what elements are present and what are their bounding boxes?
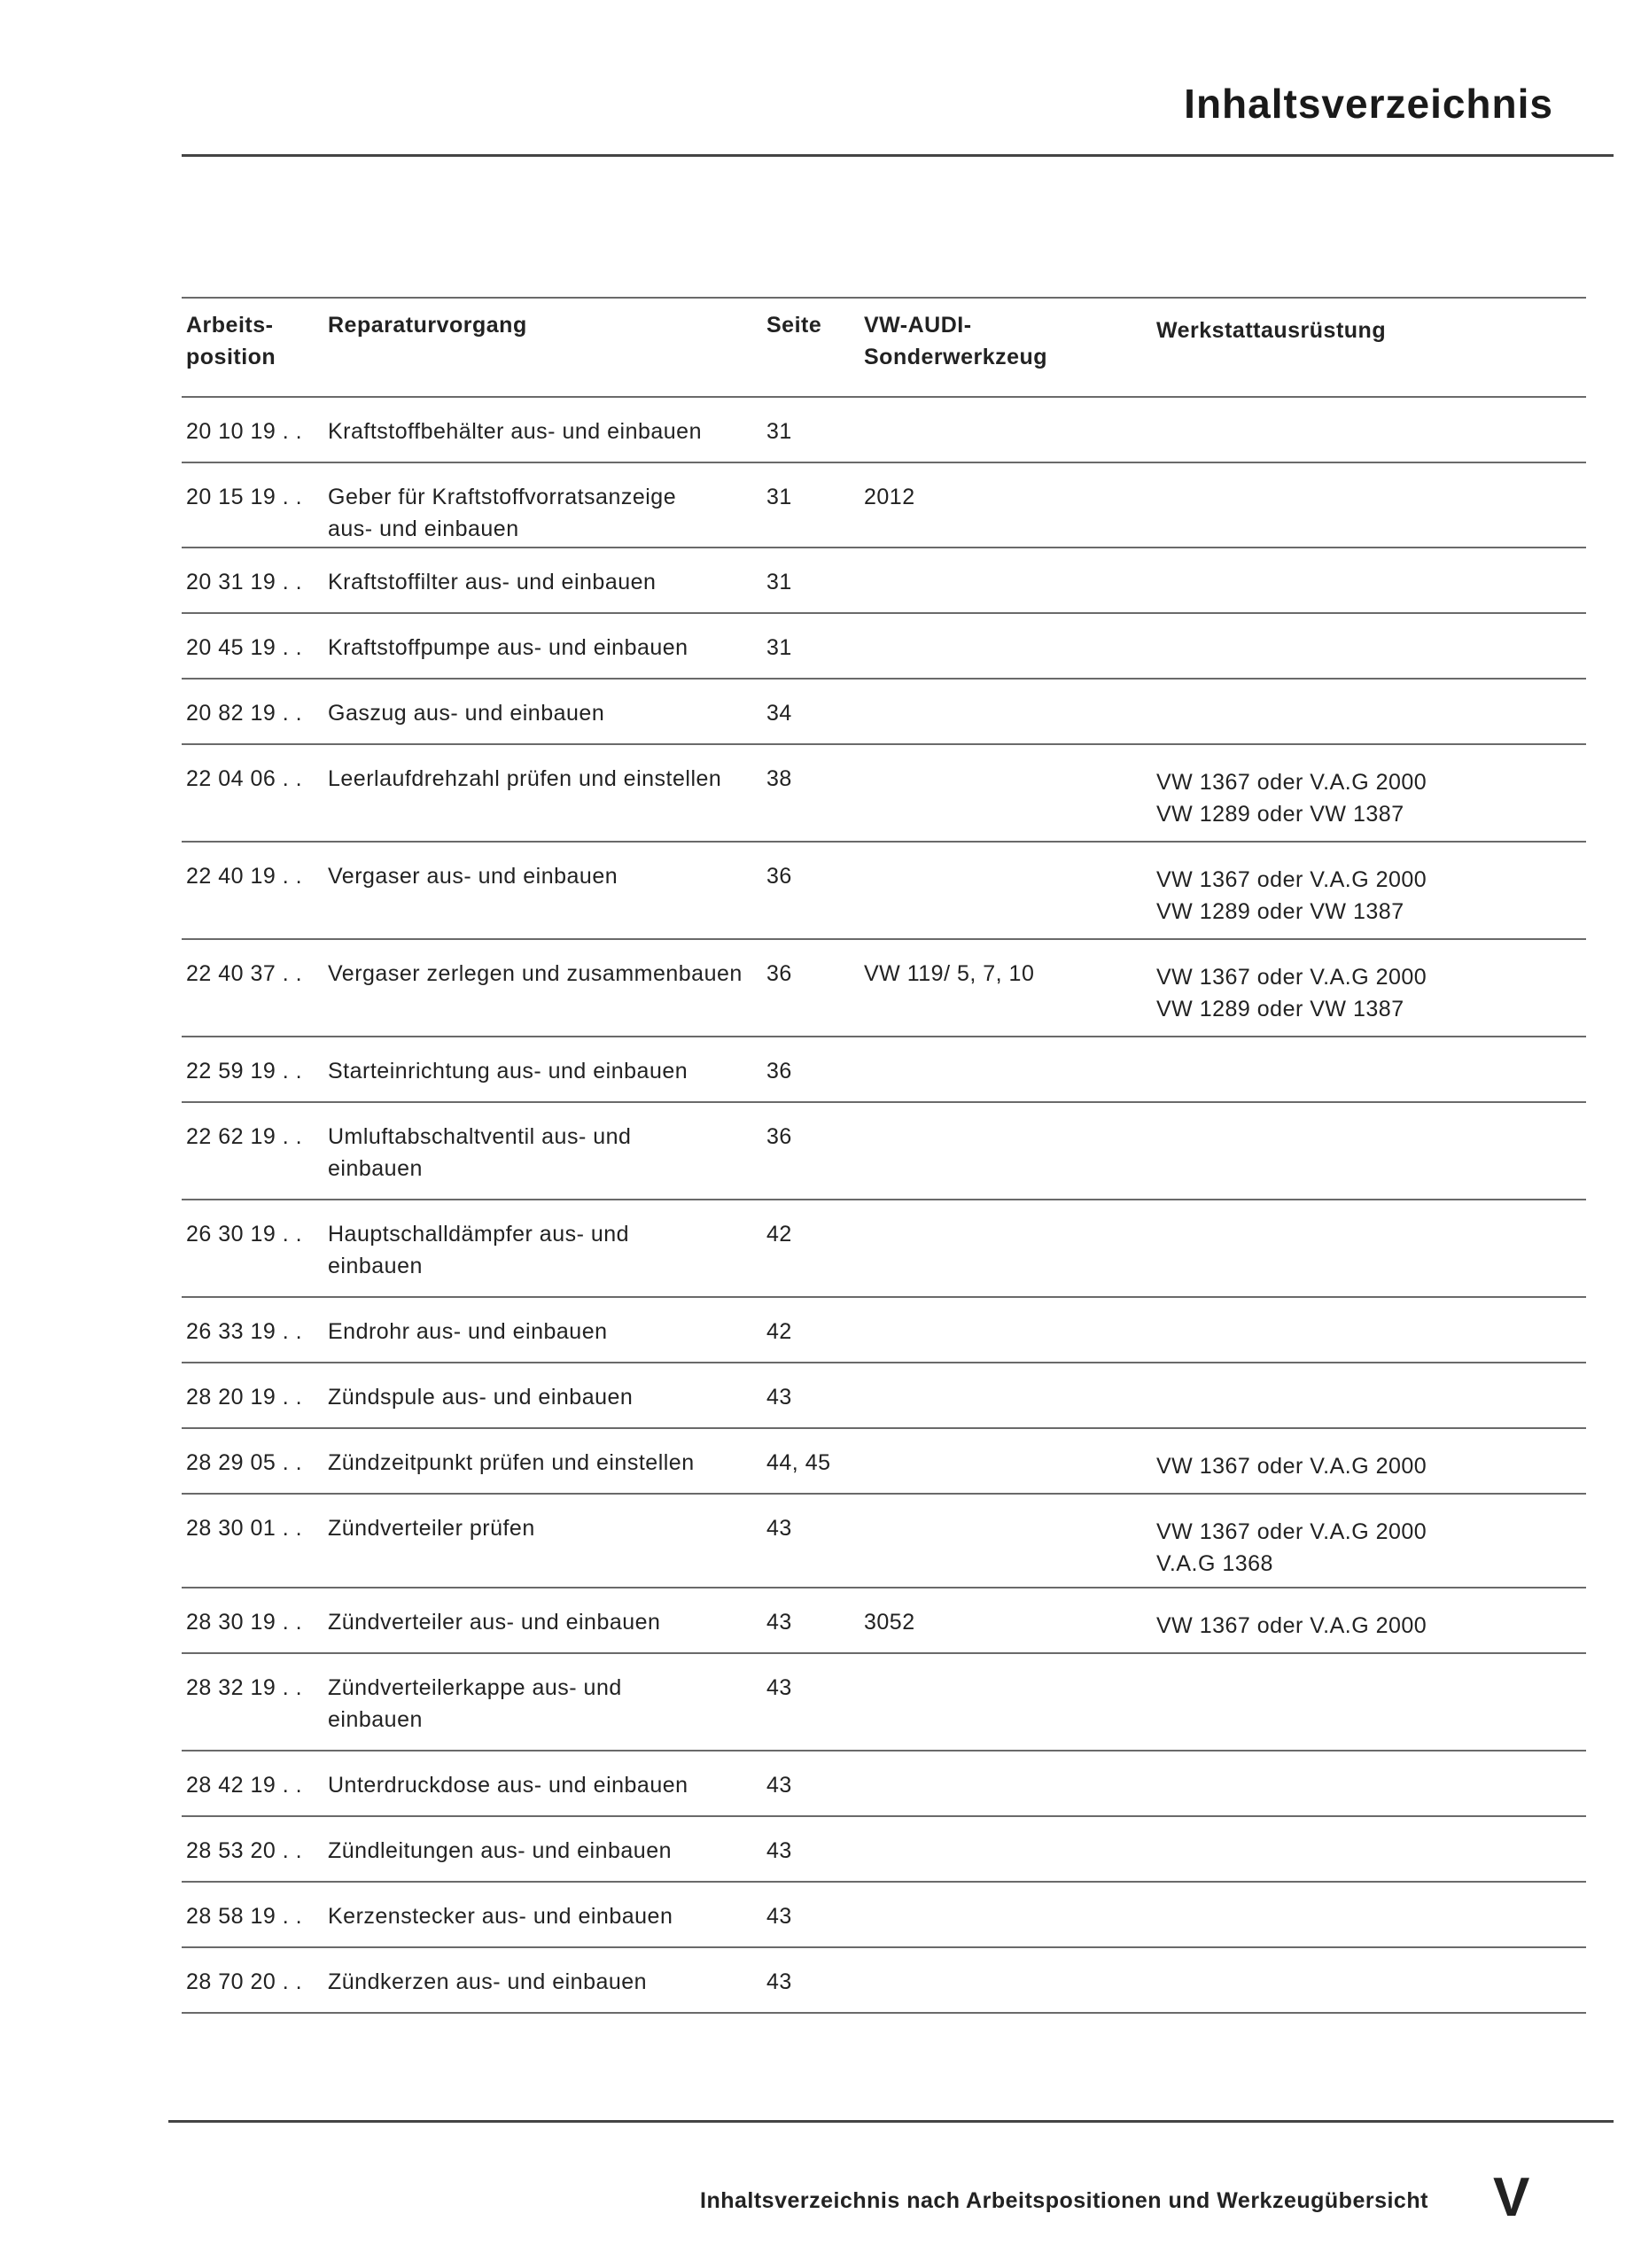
table-row xyxy=(182,1881,1586,1946)
position-cell: 20 31 19 . . xyxy=(186,570,303,594)
header-special-tool-line: VW-AUDI- xyxy=(864,313,972,338)
operation-cell xyxy=(328,1606,762,1638)
operation-cell xyxy=(328,1055,762,1087)
operation-line: einbauen xyxy=(328,1254,423,1278)
operation-line: Zündverteilerkappe aus- und xyxy=(328,1675,622,1700)
page-cell: 43 xyxy=(766,1904,792,1929)
table-row xyxy=(182,462,1586,547)
operation-line: Geber für Kraftstoffvorratsanzeige xyxy=(328,485,677,509)
operation-cell xyxy=(328,1381,762,1413)
equipment-line: VW 1367 oder V.A.G 2000 xyxy=(1156,770,1427,795)
position-cell: 22 40 19 . . xyxy=(186,864,303,889)
operation-cell xyxy=(328,1512,762,1544)
table-row xyxy=(182,678,1586,743)
special-tool-cell: VW 119/ 5, 7, 10 xyxy=(864,961,1035,986)
equipment-cell xyxy=(1156,1516,1582,1580)
operation-cell xyxy=(328,416,762,447)
page-cell: 31 xyxy=(766,570,792,594)
table-row xyxy=(182,841,1586,938)
operation-line: einbauen xyxy=(328,1156,423,1181)
page-cell: 43 xyxy=(766,1773,792,1798)
position-cell: 22 59 19 . . xyxy=(186,1059,303,1084)
page-cell: 38 xyxy=(766,766,792,791)
table-row xyxy=(182,1493,1586,1587)
page-cell: 42 xyxy=(766,1222,792,1247)
position-cell: 20 82 19 . . xyxy=(186,701,303,726)
position-cell: 20 15 19 . . xyxy=(186,485,303,509)
position-cell: 28 58 19 . . xyxy=(186,1904,303,1929)
position-cell: 26 33 19 . . xyxy=(186,1319,303,1344)
position-cell: 28 30 19 . . xyxy=(186,1610,303,1635)
table-row xyxy=(182,396,1586,462)
header-operation: Reparaturvorgang xyxy=(328,313,527,338)
operation-line: Hauptschalldämpfer aus- und xyxy=(328,1222,630,1247)
equipment-cell xyxy=(1156,1450,1582,1482)
position-cell: 22 40 37 . . xyxy=(186,961,303,986)
operation-line: Umluftabschaltventil aus- und xyxy=(328,1124,632,1149)
page-cell: 36 xyxy=(766,961,792,986)
operation-line: Kraftstoffilter aus- und einbauen xyxy=(328,570,657,594)
toc-table xyxy=(182,297,1586,2014)
table-header xyxy=(182,297,1586,396)
table-row xyxy=(182,547,1586,612)
page-title: Inhaltsverzeichnis xyxy=(1184,81,1553,127)
table-row xyxy=(182,1036,1586,1101)
special-tool-cell: 3052 xyxy=(864,1610,915,1635)
footer-divider xyxy=(168,2120,1614,2123)
operation-cell xyxy=(328,1835,762,1867)
header-position-line: Arbeits- xyxy=(186,313,274,338)
operation-line: Unterdruckdose aus- und einbauen xyxy=(328,1773,688,1798)
page-cell: 43 xyxy=(766,1385,792,1410)
position-cell: 22 04 06 . . xyxy=(186,766,303,791)
table-row xyxy=(182,1587,1586,1652)
table-row xyxy=(182,1427,1586,1493)
operation-cell xyxy=(328,1218,762,1282)
table-row xyxy=(182,1815,1586,1881)
operation-cell xyxy=(328,1672,762,1736)
page-cell: 34 xyxy=(766,701,792,726)
position-cell: 22 62 19 . . xyxy=(186,1124,303,1149)
page-cell: 36 xyxy=(766,1059,792,1084)
position-cell: 20 45 19 . . xyxy=(186,635,303,660)
position-cell: 26 30 19 . . xyxy=(186,1222,303,1247)
section-letter: V xyxy=(1493,2167,1530,2228)
special-tool-cell: 2012 xyxy=(864,485,915,509)
title-divider xyxy=(182,154,1614,157)
page-cell: 31 xyxy=(766,485,792,509)
table-row xyxy=(182,1946,1586,2014)
page-cell: 36 xyxy=(766,864,792,889)
footer-caption: Inhaltsverzeichnis nach Arbeitspositionen und Werkzeugübersicht xyxy=(700,2188,1428,2213)
header-equipment: Werkstattausrüstung xyxy=(1156,318,1387,343)
operation-cell xyxy=(328,1769,762,1801)
operation-line: Zündverteiler aus- und einbauen xyxy=(328,1610,661,1635)
equipment-cell xyxy=(1156,864,1582,928)
operation-line: einbauen xyxy=(328,1707,423,1732)
operation-cell xyxy=(328,860,762,892)
page-cell: 43 xyxy=(766,1610,792,1635)
table-row xyxy=(182,1652,1586,1750)
table-row xyxy=(182,1362,1586,1427)
operation-line: Kraftstoffbehälter aus- und einbauen xyxy=(328,419,702,444)
header-special-tool xyxy=(864,309,1130,373)
operation-line: Kraftstoffpumpe aus- und einbauen xyxy=(328,635,688,660)
operation-cell xyxy=(328,566,762,598)
operation-line: aus- und einbauen xyxy=(328,517,519,541)
operation-line: Kerzenstecker aus- und einbauen xyxy=(328,1904,673,1929)
equipment-line: V.A.G 1368 xyxy=(1156,1551,1273,1576)
operation-line: Zündspule aus- und einbauen xyxy=(328,1385,634,1410)
page-cell: 31 xyxy=(766,419,792,444)
equipment-line: VW 1367 oder V.A.G 2000 xyxy=(1156,1454,1427,1479)
operation-cell xyxy=(328,1966,762,1998)
position-cell: 28 32 19 . . xyxy=(186,1675,303,1700)
operation-line: Endrohr aus- und einbauen xyxy=(328,1319,608,1344)
table-row xyxy=(182,938,1586,1036)
operation-cell xyxy=(328,632,762,664)
position-cell: 28 20 19 . . xyxy=(186,1385,303,1410)
table-row xyxy=(182,612,1586,678)
operation-line: Starteinrichtung aus- und einbauen xyxy=(328,1059,688,1084)
operation-cell xyxy=(328,481,762,545)
page-cell: 42 xyxy=(766,1319,792,1344)
header-special-tool-line: Sonderwerkzeug xyxy=(864,345,1048,369)
equipment-line: VW 1367 oder V.A.G 2000 xyxy=(1156,867,1427,892)
equipment-cell xyxy=(1156,1610,1582,1642)
header-position-line: position xyxy=(186,345,276,369)
operation-cell xyxy=(328,1447,762,1479)
table-row xyxy=(182,1101,1586,1199)
page-cell: 31 xyxy=(766,635,792,660)
equipment-line: VW 1289 oder VW 1387 xyxy=(1156,802,1404,827)
operation-cell xyxy=(328,763,762,795)
table-row xyxy=(182,743,1586,841)
equipment-line: VW 1289 oder VW 1387 xyxy=(1156,997,1404,1021)
table-row xyxy=(182,1296,1586,1362)
operation-cell xyxy=(328,697,762,729)
page-cell: 43 xyxy=(766,1969,792,1994)
position-cell: 28 30 01 . . xyxy=(186,1516,303,1541)
operation-cell xyxy=(328,1316,762,1348)
operation-line: Gaszug aus- und einbauen xyxy=(328,701,605,726)
equipment-cell xyxy=(1156,766,1582,830)
operation-cell xyxy=(328,1900,762,1932)
operation-line: Leerlaufdrehzahl prüfen und einstellen xyxy=(328,766,722,791)
position-cell: 20 10 19 . . xyxy=(186,419,303,444)
equipment-line: VW 1367 oder V.A.G 2000 xyxy=(1156,1519,1427,1544)
operation-line: Zündleitungen aus- und einbauen xyxy=(328,1838,673,1863)
equipment-line: VW 1289 oder VW 1387 xyxy=(1156,899,1404,924)
position-cell: 28 42 19 . . xyxy=(186,1773,303,1798)
page-cell: 44, 45 xyxy=(766,1450,831,1475)
page-cell: 43 xyxy=(766,1838,792,1863)
equipment-line: VW 1367 oder V.A.G 2000 xyxy=(1156,1613,1427,1638)
header-page: Seite xyxy=(766,313,822,338)
operation-line: Zündzeitpunkt prüfen und einstellen xyxy=(328,1450,695,1475)
operation-line: Zündverteiler prüfen xyxy=(328,1516,535,1541)
operation-line: Zündkerzen aus- und einbauen xyxy=(328,1969,648,1994)
operation-cell xyxy=(328,958,762,990)
equipment-line: VW 1367 oder V.A.G 2000 xyxy=(1156,965,1427,990)
header-position xyxy=(186,309,328,373)
operation-line: Vergaser aus- und einbauen xyxy=(328,864,618,889)
table-body xyxy=(182,396,1586,2014)
table-row xyxy=(182,1199,1586,1296)
position-cell: 28 53 20 . . xyxy=(186,1838,303,1863)
position-cell: 28 29 05 . . xyxy=(186,1450,303,1475)
operation-cell xyxy=(328,1121,762,1184)
page-cell: 43 xyxy=(766,1516,792,1541)
page-cell: 43 xyxy=(766,1675,792,1700)
operation-line: Vergaser zerlegen und zusammenbauen xyxy=(328,961,743,986)
page-cell: 36 xyxy=(766,1124,792,1149)
equipment-cell xyxy=(1156,961,1582,1025)
position-cell: 28 70 20 . . xyxy=(186,1969,303,1994)
table-row xyxy=(182,1750,1586,1815)
